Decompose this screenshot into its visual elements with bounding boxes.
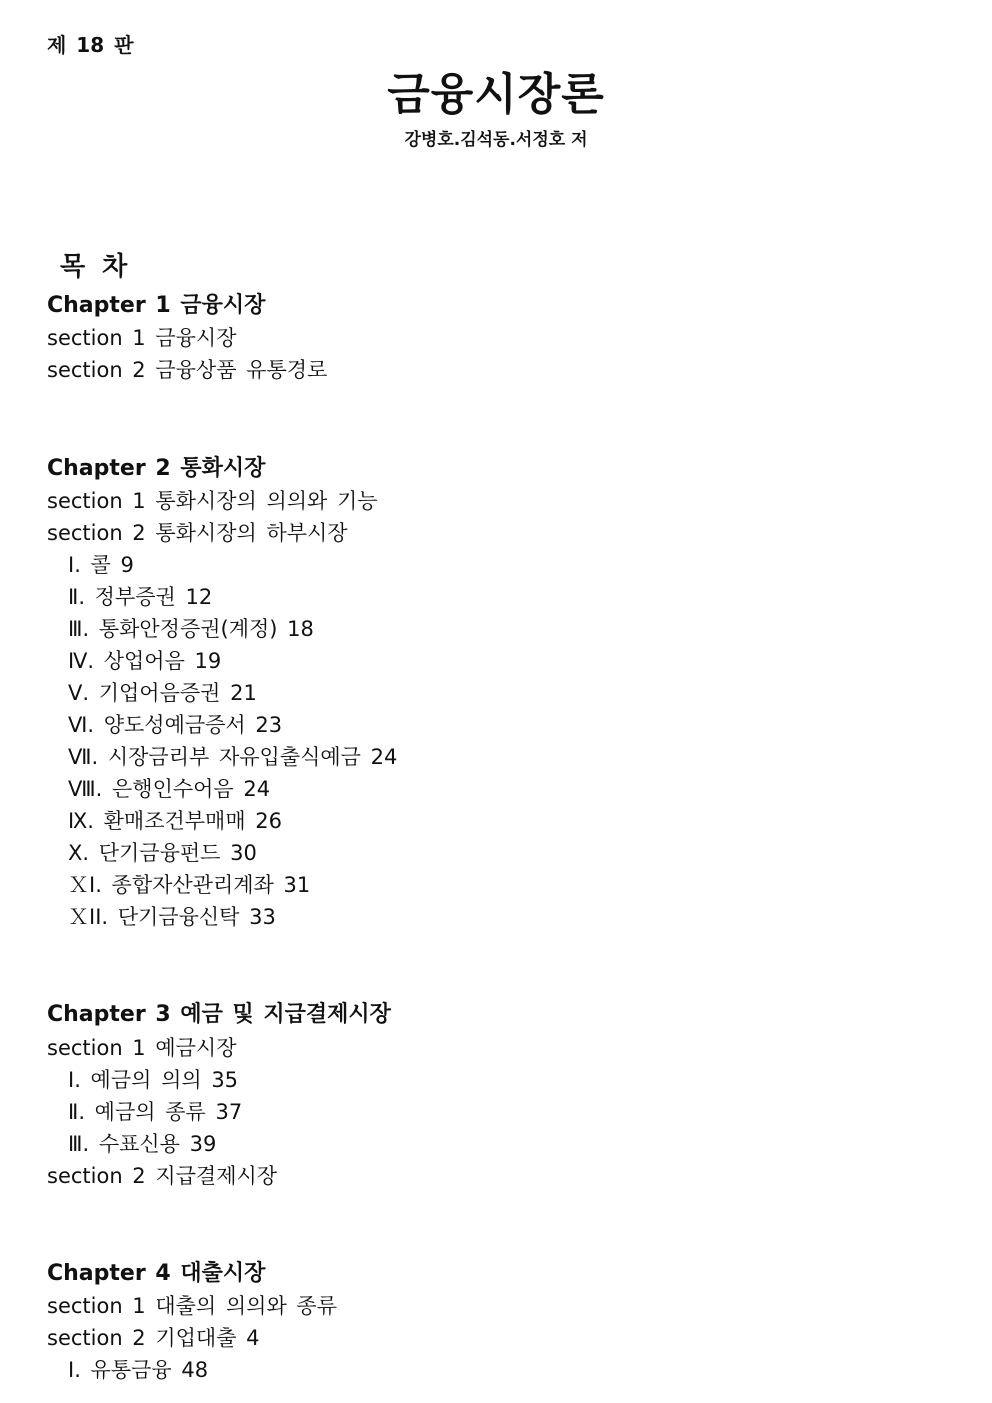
chapter-3-item-1: Ⅰ. 예금의 의의 35 xyxy=(68,1068,239,1092)
chapter-3-item-2: Ⅱ. 예금의 종류 37 xyxy=(68,1100,243,1124)
chapter-2-item-10: Ⅹ. 단기금융펀드 30 xyxy=(68,841,257,865)
chapter-4-item-1: Ⅰ. 유통금융 48 xyxy=(68,1358,209,1382)
chapter-2-item-11: ＸⅠ. 종합자산관리계좌 31 xyxy=(68,873,311,897)
chapter-4-title: Chapter 4 대출시장 xyxy=(47,1261,266,1286)
chapter-2-item-4: Ⅳ. 상업어음 19 xyxy=(68,649,222,673)
chapter-3-section-1: section 1 예금시장 xyxy=(47,1036,237,1060)
chapter-4-section-1: section 1 대출의 의의와 종류 xyxy=(47,1294,337,1318)
book-title: 금융시장론 xyxy=(387,69,605,120)
toc-heading: 목 차 xyxy=(60,252,128,282)
book-authors: 강병호.김석동.서정호 저 xyxy=(404,130,588,150)
chapter-2-item-2: Ⅱ. 정부증권 12 xyxy=(68,585,213,609)
chapter-2-item-1: Ⅰ. 콜 9 xyxy=(68,553,134,577)
chapter-1-title: Chapter 1 금융시장 xyxy=(47,293,266,318)
chapter-4-section-2: section 2 기업대출 4 xyxy=(47,1326,260,1350)
chapter-2-item-12: ＸⅠⅠ. 단기금융신탁 33 xyxy=(68,905,276,929)
chapter-2-section-2: section 2 통화시장의 하부시장 xyxy=(47,521,348,545)
chapter-2-item-7: Ⅶ. 시장금리부 자유입출식예금 24 xyxy=(68,745,398,769)
chapter-3-item-3: Ⅲ. 수표신용 39 xyxy=(68,1132,217,1156)
chapter-1-section-2: section 2 금융상품 유통경로 xyxy=(47,358,328,382)
chapter-1-section-1: section 1 금융시장 xyxy=(47,326,237,350)
chapter-2-item-6: Ⅵ. 양도성예금증서 23 xyxy=(68,713,283,737)
chapter-3-section-2: section 2 지급결제시장 xyxy=(47,1164,278,1188)
chapter-2-title: Chapter 2 통화시장 xyxy=(47,456,266,481)
chapter-2-item-9: Ⅸ. 환매조건부매매 26 xyxy=(68,809,283,833)
chapter-2-item-3: Ⅲ. 통화안정증권(계정) 18 xyxy=(68,617,314,641)
chapter-2-item-5: Ⅴ. 기업어음증권 21 xyxy=(68,681,257,705)
chapter-2-section-1: section 1 통화시장의 의의와 기능 xyxy=(47,489,378,513)
chapter-2-item-8: Ⅷ. 은행인수어음 24 xyxy=(68,777,271,801)
edition-label: 제 18 판 xyxy=(47,33,134,57)
chapter-3-title: Chapter 3 예금 및 지급결제시장 xyxy=(47,1002,391,1027)
